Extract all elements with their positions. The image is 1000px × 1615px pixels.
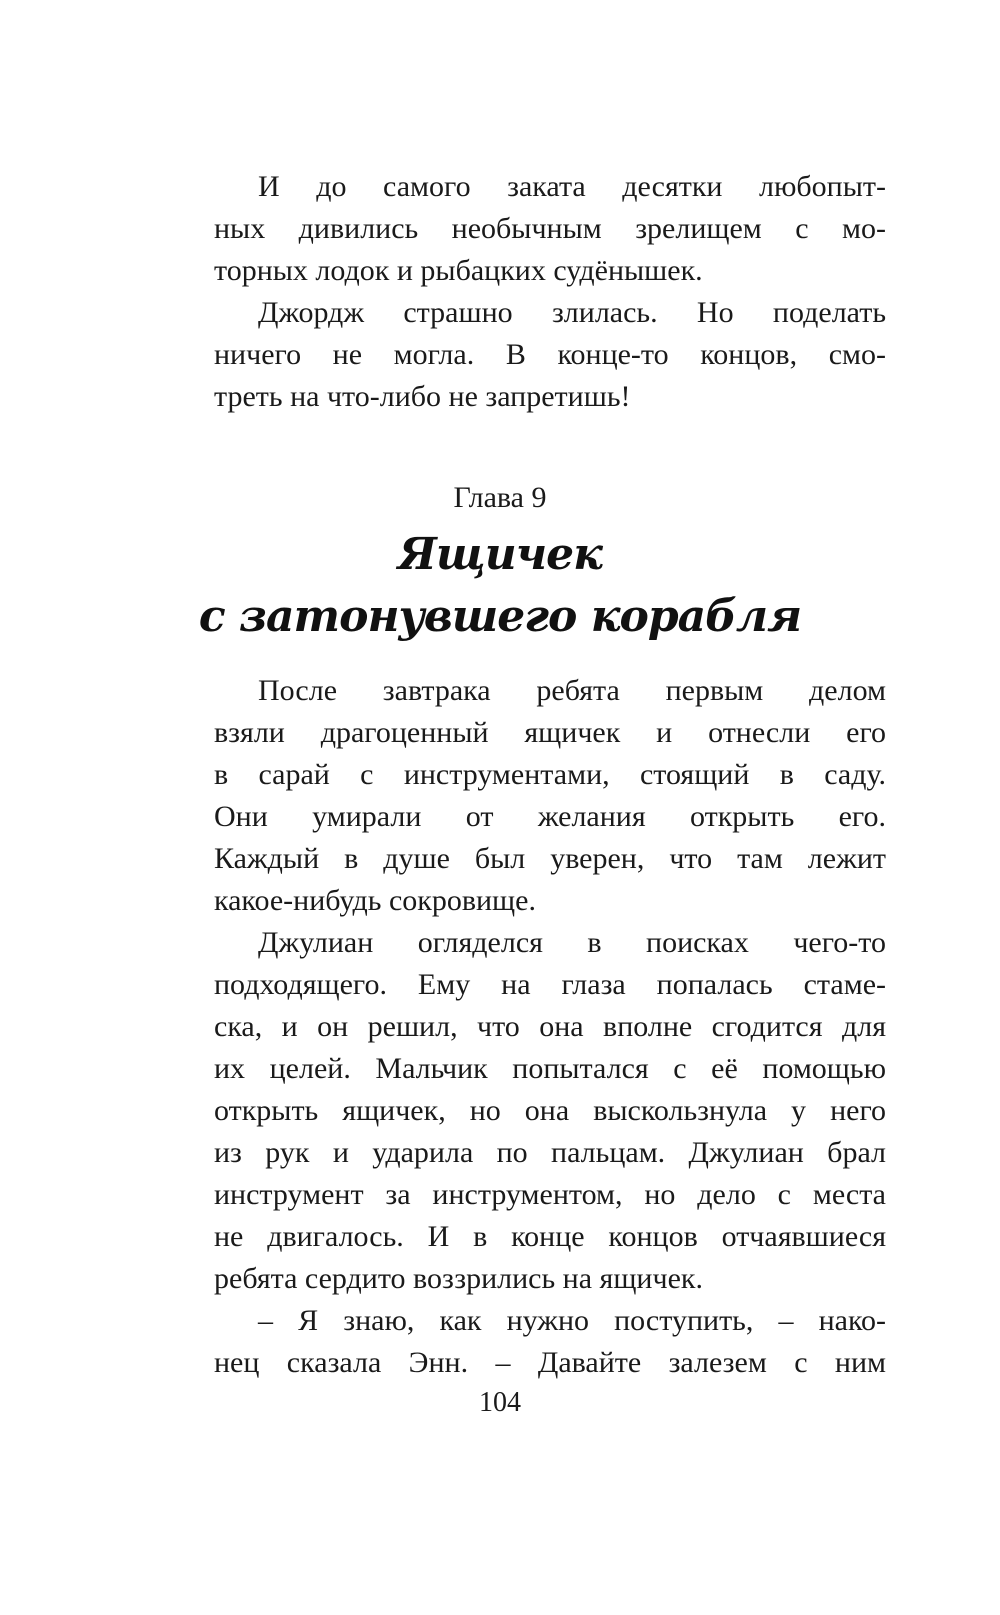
paragraph <box>214 1300 886 1384</box>
chapter-body-text <box>214 670 886 1384</box>
text-line: ных дивились необычным зрелищем с мо- <box>214 212 886 245</box>
text-line: не двигалось. И в конце концов отчаявшиеся <box>214 1220 886 1253</box>
text-line: взяли драгоценный ящичек и отнесли его <box>214 716 886 749</box>
paragraph <box>214 292 886 418</box>
text-line: После завтрака ребята первым делом <box>258 674 886 707</box>
paragraph <box>214 922 886 1300</box>
text-line: нец сказала Энн. – Давайте залезем с ним <box>214 1346 886 1379</box>
text-line: подходящего. Ему на глаза попалась стаме- <box>214 968 886 1001</box>
text-line: в сарай с инструментами, стоящий в саду. <box>214 758 886 791</box>
chapter-number: Глава 9 <box>453 481 547 514</box>
text-line: Они умирали от желания открыть его. <box>214 800 886 833</box>
text-line: ничего не могла. В конце-то концов, смо- <box>214 338 886 371</box>
text-line: И до самого заката десятки любопыт- <box>258 170 886 203</box>
paragraph <box>214 670 886 922</box>
text-line: их целей. Мальчик попытался с её помощью <box>214 1052 886 1085</box>
text-line: треть на что-либо не запретишь! <box>214 380 631 413</box>
chapter-title-line: с затонувшего корабля <box>198 591 802 642</box>
text-line: инструмент за инструментом, но дело с места <box>214 1178 886 1211</box>
text-line: из рук и ударила по пальцам. Джулиан брал <box>214 1136 886 1169</box>
text-line: какое-нибудь сокровище. <box>214 884 536 917</box>
text-line: открыть ящичек, но она выскользнула у него <box>214 1094 886 1127</box>
paragraph <box>214 166 886 292</box>
text-line: ска, и он решил, что она вполне сгодится для <box>214 1010 886 1043</box>
text-line: Каждый в душе был уверен, что там лежит <box>214 842 886 875</box>
intro-text <box>214 166 886 418</box>
text-line: Джордж страшно злилась. Но поделать <box>258 296 886 329</box>
text-line: ребята сердито воззрились на ящичек. <box>214 1262 703 1295</box>
text-line: Джулиан огляделся в поисках чего-то <box>258 926 886 959</box>
text-line: торных лодок и рыбацких судёнышек. <box>214 254 703 287</box>
chapter-title <box>0 524 1000 648</box>
text-line: – Я знаю, как нужно поступить, – нако- <box>258 1304 886 1337</box>
page-number: 104 <box>479 1387 521 1418</box>
chapter-title-line: Ящичек <box>398 529 602 580</box>
